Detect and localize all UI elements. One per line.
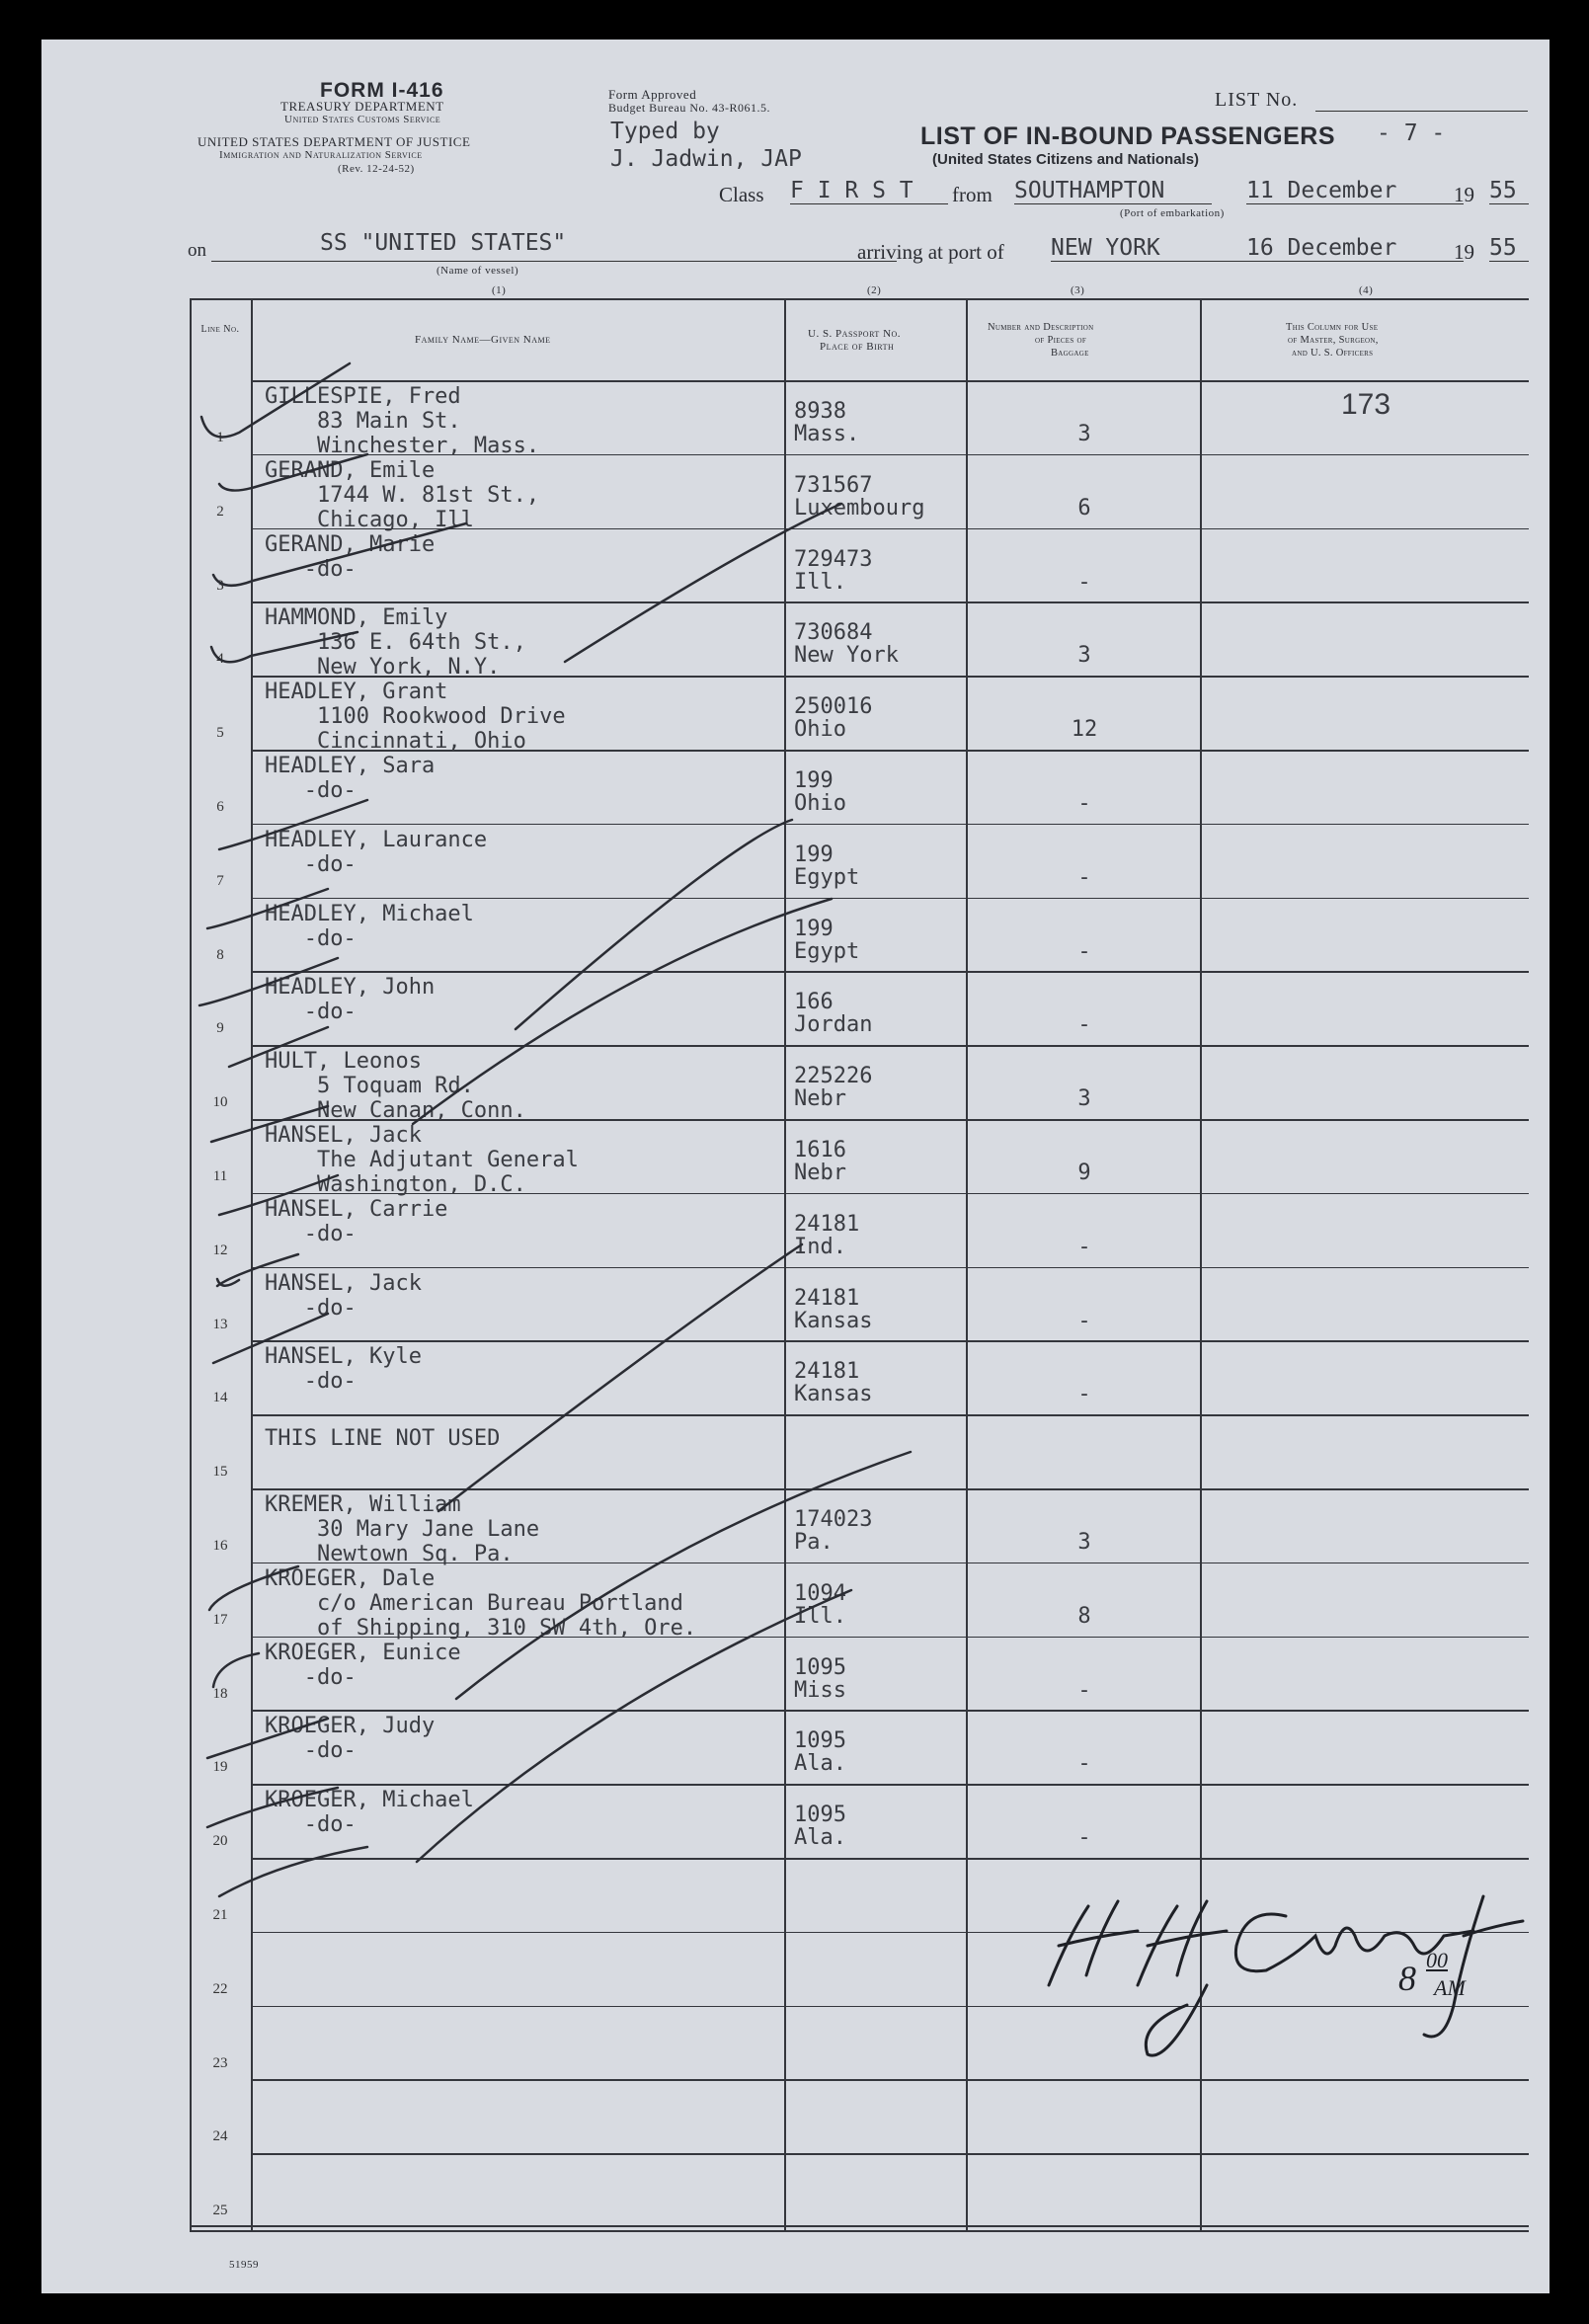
- baggage-count: -: [1077, 1677, 1091, 1703]
- arrival-port: NEW YORK: [1051, 235, 1248, 262]
- line-number: 20: [212, 1833, 228, 1850]
- family-given-name: HANSEL, Carrie: [265, 1196, 448, 1222]
- address-line: -do-: [265, 1812, 357, 1838]
- row-divider: [251, 1932, 1529, 1934]
- family-given-name: HAMMOND, Emily: [265, 605, 448, 631]
- family-given-name: HEADLEY, John: [265, 975, 436, 1001]
- line-number: 2: [216, 503, 224, 520]
- passenger-name: [265, 1344, 422, 1394]
- family-given-name: KROEGER, Dale: [265, 1565, 436, 1591]
- revision: (Rev. 12-24-52): [338, 163, 415, 175]
- address-line: -do-: [265, 556, 357, 582]
- row-divider: [251, 1045, 1529, 1047]
- address-line: Chicago, Ill: [265, 507, 474, 532]
- address-line: 83 Main St.: [265, 409, 461, 434]
- passport-birthplace: [794, 1065, 872, 1110]
- family-given-name: KROEGER, Judy: [265, 1714, 436, 1739]
- passport-number: 1094: [794, 1580, 846, 1606]
- address-line: New Canan, Conn.: [265, 1098, 526, 1124]
- passport-birthplace: [794, 1803, 846, 1849]
- address-line: -do-: [265, 1369, 357, 1395]
- passenger-list-form: [41, 40, 1549, 2293]
- place-of-birth: Ala.: [794, 1751, 846, 1777]
- line-number: 24: [212, 2128, 228, 2145]
- passenger-name: [265, 1714, 435, 1763]
- passport-birthplace: [794, 991, 872, 1036]
- row-divider: [251, 898, 1529, 900]
- baggage-count: 8: [1077, 1603, 1091, 1629]
- address-line: -do-: [265, 1738, 357, 1764]
- baggage-count: 3: [1077, 643, 1091, 669]
- arriving-label: arriving at port of: [857, 240, 1004, 264]
- place-of-birth: Egypt: [794, 938, 860, 964]
- passport-birthplace: [794, 1656, 846, 1702]
- line-number: 22: [212, 1980, 228, 1997]
- passport-birthplace: [794, 548, 872, 594]
- passport-birthplace: [794, 1287, 872, 1332]
- address-line: -do-: [265, 925, 357, 951]
- baggage-count: -: [1077, 1012, 1091, 1038]
- address-line: -do-: [265, 851, 357, 877]
- passport-birthplace: [794, 1508, 872, 1554]
- signature-time-min: 00: [1426, 1948, 1448, 1972]
- col-baggage-1: Number and Description: [988, 322, 1094, 333]
- address-line: Newtown Sq. Pa.: [265, 1542, 514, 1566]
- col-name: Family Name—Given Name: [415, 334, 551, 346]
- baggage-count: -: [1077, 864, 1091, 890]
- family-given-name: HANSEL, Jack: [265, 1270, 422, 1296]
- family-given-name: HEADLEY, Sara: [265, 754, 436, 778]
- passport-number: 8938: [794, 399, 846, 424]
- col-baggage-3: Baggage: [1051, 348, 1089, 359]
- col-num-2: (2): [867, 284, 882, 296]
- passport-number: 225226: [794, 1064, 873, 1089]
- place-of-birth: Ill.: [794, 1603, 846, 1629]
- place-of-birth: Jordan: [794, 1012, 873, 1038]
- place-of-birth: Kansas: [794, 1308, 873, 1333]
- signature-time-hour: 8: [1398, 1959, 1416, 1998]
- line-number: 6: [216, 799, 224, 815]
- passport-birthplace: [794, 1582, 846, 1628]
- place-of-birth: Nebr: [794, 1086, 846, 1112]
- list-number: - 7 -: [1377, 120, 1446, 146]
- passport-number: 199: [794, 916, 834, 941]
- passport-birthplace: [794, 1360, 872, 1405]
- line-number: 11: [212, 1168, 228, 1184]
- address-line: 136 E. 64th St.,: [265, 630, 526, 656]
- on-label: on: [188, 240, 206, 261]
- passenger-name: [265, 1492, 539, 1566]
- place-of-birth: Miss: [794, 1677, 846, 1703]
- baggage-count: 12: [1071, 717, 1098, 743]
- passenger-name: [265, 1641, 461, 1690]
- row-divider: [251, 2006, 1529, 2008]
- row-divider: [251, 1414, 1529, 1416]
- col-officers-1: This Column for Use: [1286, 322, 1379, 333]
- col-baggage-2: of Pieces of: [1035, 335, 1087, 346]
- family-given-name: HANSEL, Kyle: [265, 1344, 422, 1370]
- address-line: Winchester, Mass.: [265, 434, 540, 458]
- family-given-name: HEADLEY, Grant: [265, 680, 448, 705]
- justice-dept: UNITED STATES DEPARTMENT OF JUSTICE: [198, 134, 471, 149]
- baggage-count: -: [1077, 1751, 1091, 1777]
- row-divider: [251, 971, 1529, 973]
- passport-number: 166: [794, 990, 834, 1015]
- passport-number: 24181: [794, 1359, 860, 1385]
- embark-port: SOUTHAMPTON: [1014, 178, 1212, 204]
- baggage-count: -: [1077, 1382, 1091, 1407]
- passenger-name: [265, 1788, 474, 1837]
- line-number: 8: [216, 946, 224, 963]
- place-of-birth: Ind.: [794, 1234, 846, 1259]
- place-of-birth: Pa.: [794, 1530, 834, 1555]
- address-line: 30 Mary Jane Lane: [265, 1517, 540, 1542]
- col-num-1: (1): [492, 284, 507, 296]
- place-of-birth: Ala.: [794, 1825, 846, 1851]
- passenger-name: [265, 1197, 447, 1246]
- row-divider: [251, 1710, 1529, 1712]
- list-title: LIST OF IN-BOUND PASSENGERS: [920, 122, 1336, 150]
- place-of-birth: Egypt: [794, 864, 860, 890]
- address-line: Cincinnati, Ohio: [265, 729, 526, 755]
- passenger-name: [265, 1426, 500, 1451]
- baggage-count: -: [1077, 791, 1091, 816]
- line-number: 10: [212, 1094, 228, 1111]
- address-line: New York, N.Y.: [265, 655, 501, 681]
- line-number: 25: [212, 2203, 228, 2219]
- family-given-name: KROEGER, Eunice: [265, 1640, 461, 1665]
- baggage-count: -: [1077, 569, 1091, 595]
- passport-number: 1616: [794, 1138, 846, 1162]
- passenger-name: [265, 1566, 696, 1641]
- passenger-name: [265, 754, 435, 803]
- line-number: 17: [212, 1611, 228, 1628]
- row-divider: [251, 2079, 1529, 2081]
- line-number: 9: [216, 1020, 224, 1037]
- address-line: -do-: [265, 1000, 357, 1025]
- row-divider: [251, 1488, 1529, 1490]
- line-number: 5: [216, 725, 224, 742]
- list-no-label: LIST No.: [1215, 89, 1299, 111]
- family-given-name: GILLESPIE, Fred: [265, 384, 461, 409]
- family-given-name: GERAND, Emile: [265, 457, 436, 483]
- passport-birthplace: [794, 695, 872, 741]
- baggage-count: 9: [1077, 1161, 1091, 1185]
- arrival-year-prefix: 19: [1454, 240, 1474, 264]
- passport-birthplace: [794, 769, 846, 815]
- address-line: 1100 Rookwood Drive: [265, 704, 566, 730]
- form-approved: Form Approved: [608, 87, 697, 102]
- address-line: c/o American Bureau Portland: [265, 1590, 683, 1616]
- passport-number: 1095: [794, 1728, 846, 1754]
- family-given-name: GERAND, Marie: [265, 531, 436, 557]
- address-line: -do-: [265, 1295, 357, 1321]
- budget-bureau: Budget Bureau No. 43-R061.5.: [608, 101, 770, 115]
- from-label: from: [952, 183, 993, 206]
- passenger-name: [265, 1271, 422, 1321]
- family-given-name: KROEGER, Michael: [265, 1788, 474, 1813]
- signature-text: [1088, 1898, 1099, 1899]
- row-divider: [251, 1340, 1529, 1342]
- passenger-name: [265, 1123, 579, 1197]
- embark-year: 55: [1489, 178, 1529, 204]
- address-line: Washington, D.C.: [265, 1172, 526, 1197]
- baggage-count: -: [1077, 1308, 1091, 1333]
- baggage-count: 6: [1077, 495, 1091, 521]
- ins-service: Immigration and Naturalization Service: [219, 149, 423, 161]
- family-given-name: THIS LINE NOT USED: [265, 1426, 501, 1452]
- row-divider: [251, 1267, 1529, 1269]
- row-divider: [251, 601, 1529, 603]
- passenger-name: [265, 680, 566, 754]
- line-number: 1: [216, 430, 224, 445]
- row-divider: [251, 824, 1529, 826]
- family-given-name: HULT, Leonos: [265, 1049, 422, 1075]
- line-number: 19: [212, 1759, 228, 1776]
- passport-number: 174023: [794, 1507, 873, 1532]
- passenger-name: [265, 975, 435, 1024]
- passport-number: 1095: [794, 1803, 846, 1828]
- embark-date: 11 December: [1246, 178, 1464, 204]
- place-of-birth: Mass.: [794, 422, 860, 446]
- embark-caption: (Port of embarkation): [1120, 207, 1225, 219]
- passport-birthplace: [794, 1729, 846, 1775]
- col-officers-2: of Master, Surgeon,: [1288, 335, 1379, 346]
- family-given-name: HEADLEY, Laurance: [265, 827, 488, 852]
- typed-by: Typed by: [610, 119, 720, 144]
- signature-time-ampm: AM: [1434, 1975, 1466, 2000]
- passport-birthplace: [794, 918, 859, 963]
- col-officers-3: and U. S. Officers: [1292, 348, 1374, 359]
- vessel-name: SS "UNITED STATES": [320, 230, 567, 256]
- line-number: 3: [216, 577, 224, 594]
- passport-birthplace: [794, 1139, 846, 1184]
- list-subtitle: (United States Citizens and Nationals): [932, 151, 1200, 168]
- class-value: F I R S T: [790, 178, 948, 204]
- family-given-name: HANSEL, Jack: [265, 1123, 422, 1148]
- passport-number: 1095: [794, 1654, 846, 1680]
- col-num-3: (3): [1071, 284, 1085, 296]
- passport-number: 199: [794, 841, 834, 867]
- passport-number: 729473: [794, 546, 873, 572]
- col-passport-2: Place of Birth: [820, 341, 895, 353]
- class-label: Class: [719, 183, 764, 206]
- address-line: -do-: [265, 1664, 357, 1690]
- line-number: 7: [216, 872, 224, 889]
- address-line: 5 Toquam Rd.: [265, 1074, 474, 1099]
- arrival-date: 16 December: [1246, 235, 1464, 262]
- passport-number: 24181: [794, 1285, 860, 1311]
- line-number: 21: [212, 1907, 228, 1923]
- passenger-name: [265, 828, 487, 877]
- place-of-birth: New York: [794, 643, 899, 669]
- baggage-count: -: [1077, 1825, 1091, 1851]
- footer-code: 51959: [229, 2259, 259, 2271]
- address-line: 1744 W. 81st St.,: [265, 482, 540, 508]
- vessel-caption: (Name of vessel): [437, 265, 519, 277]
- passport-number: 24181: [794, 1211, 860, 1237]
- address-line: of Shipping, 310 SW 4th, Ore.: [265, 1615, 697, 1641]
- passport-birthplace: [794, 843, 859, 889]
- place-of-birth: Ill.: [794, 569, 846, 595]
- place-of-birth: Ohio: [794, 717, 846, 743]
- family-given-name: HEADLEY, Michael: [265, 901, 474, 926]
- passenger-name: [265, 532, 435, 582]
- baggage-count: 3: [1077, 422, 1091, 446]
- treasury-dept: TREASURY DEPARTMENT: [280, 99, 444, 114]
- passport-birthplace: [794, 1213, 859, 1258]
- customs-service: United States Customs Service: [284, 114, 441, 125]
- address-line: The Adjutant General: [265, 1148, 579, 1172]
- baggage-count: -: [1077, 938, 1091, 964]
- col-passport-1: U. S. Passport No.: [808, 328, 902, 340]
- col-line-no: Line No.: [200, 324, 240, 335]
- baggage-count: 3: [1077, 1530, 1091, 1555]
- row-divider: [251, 1784, 1529, 1786]
- place-of-birth: Kansas: [794, 1382, 873, 1407]
- passenger-name: [265, 458, 539, 532]
- officer-note: 173: [1340, 388, 1391, 421]
- passport-number: 730684: [794, 620, 873, 646]
- line-number: 15: [212, 1464, 228, 1481]
- passport-number: 731567: [794, 472, 873, 498]
- passport-birthplace: [794, 621, 899, 667]
- place-of-birth: Luxembourg: [794, 495, 925, 521]
- passport-number: 199: [794, 768, 834, 793]
- passport-birthplace: [794, 400, 859, 445]
- family-given-name: KREMER, William: [265, 1492, 461, 1517]
- line-number: 23: [212, 2054, 228, 2071]
- place-of-birth: Ohio: [794, 791, 846, 816]
- col-num-4: (4): [1359, 284, 1374, 296]
- line-number: 13: [212, 1316, 228, 1332]
- line-number: 4: [216, 651, 224, 668]
- place-of-birth: Nebr: [794, 1161, 846, 1185]
- baggage-count: 3: [1077, 1086, 1091, 1112]
- row-divider: [251, 1858, 1529, 1860]
- baggage-count: -: [1077, 1234, 1091, 1259]
- embark-year-prefix: 19: [1454, 183, 1474, 206]
- row-divider: [251, 2153, 1529, 2155]
- typist: J. Jadwin, JAP: [610, 146, 802, 172]
- passenger-name: [265, 1049, 526, 1123]
- passport-number: 250016: [794, 694, 873, 720]
- passenger-name: [265, 902, 474, 951]
- address-line: -do-: [265, 1221, 357, 1246]
- address-line: -do-: [265, 778, 357, 803]
- line-number: 12: [212, 1242, 228, 1258]
- line-number: 16: [212, 1538, 228, 1554]
- form-number: FORM I-416: [320, 79, 444, 102]
- passenger-name: [265, 384, 539, 458]
- arrival-year: 55: [1489, 235, 1529, 262]
- passenger-name: [265, 605, 526, 680]
- passport-birthplace: [794, 474, 924, 520]
- line-number: 18: [212, 1685, 228, 1702]
- line-number: 14: [212, 1390, 228, 1406]
